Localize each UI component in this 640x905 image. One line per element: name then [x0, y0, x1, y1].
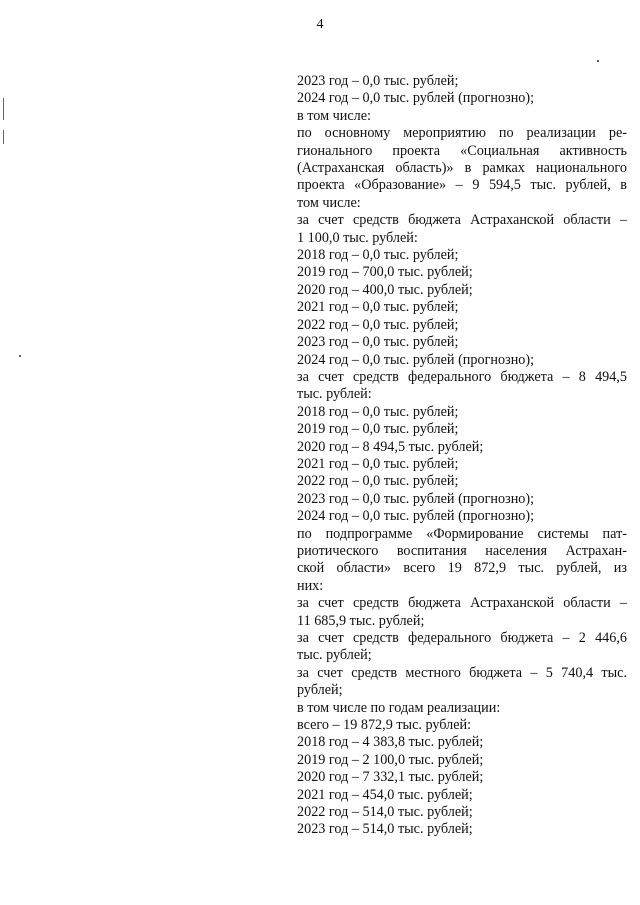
text-line: гионального проекта «Социальная активность — [297, 142, 627, 159]
text-line: 11 685,9 тыс. рублей; — [297, 612, 425, 629]
text-line: 2023 год – 0,0 тыс. рублей; — [297, 334, 459, 351]
text-line: них: — [297, 577, 324, 594]
text-line: всего – 19 872,9 тыс. рублей: — [297, 717, 472, 734]
text-line: за счет средств местного бюджета – 5 740,4 тыс. — [297, 664, 627, 681]
text-line: 2021 год – 0,0 тыс. рублей; — [297, 299, 459, 316]
text-line: 2018 год – 0,0 тыс. рублей; — [297, 247, 459, 264]
text-line: 2019 год – 2 100,0 тыс. рублей; — [297, 751, 484, 768]
text-line: риотического воспитания населения Астрахан- — [297, 542, 627, 559]
text-line: 2022 год – 514,0 тыс. рублей; — [297, 804, 473, 821]
text-line: 2018 год – 4 383,8 тыс. рублей; — [297, 734, 484, 751]
text-line: по подпрограмме «Формирование системы пат- — [297, 525, 627, 542]
text-line: 2024 год – 0,0 тыс. рублей (прогнозно); — [297, 351, 535, 368]
scan-mark — [19, 355, 21, 357]
text-line: 2023 год – 0,0 тыс. рублей (прогнозно); — [297, 490, 535, 507]
text-line: в том числе по годам реализации: — [297, 699, 501, 716]
text-line: 2020 год – 8 494,5 тыс. рублей; — [297, 438, 484, 455]
text-line: тыс. рублей; — [297, 647, 372, 664]
text-line: за счет средств федерального бюджета – 8 494,5 — [297, 368, 627, 385]
scan-mark — [597, 60, 599, 62]
text-line: 2023 год – 0,0 тыс. рублей; — [297, 73, 459, 89]
text-line: 2021 год – 0,0 тыс. рублей; — [297, 455, 459, 472]
text-line: 2020 год – 400,0 тыс. рублей; — [297, 281, 473, 298]
text-line: за счет средств бюджета Астраханской области – — [297, 595, 627, 612]
scan-mark — [3, 98, 4, 120]
text-line: по основному мероприятию по реализации ре- — [297, 125, 627, 142]
text-line: рублей; — [297, 682, 343, 699]
text-line: 2021 год – 454,0 тыс. рублей; — [297, 786, 473, 803]
text-line: тыс. рублей: — [297, 386, 372, 403]
text-line: за счет средств бюджета Астраханской области – — [297, 212, 627, 229]
text-line: 2020 год – 7 332,1 тыс. рублей; — [297, 769, 484, 786]
text-line: 2018 год – 0,0 тыс. рублей; — [297, 403, 459, 420]
page-number: 4 — [316, 17, 324, 32]
text-line: 2019 год – 0,0 тыс. рублей; — [297, 421, 459, 438]
text-line: за счет средств федерального бюджета – 2 446,6 — [297, 630, 627, 646]
text-line: (Астраханская область)» в рамках национального — [297, 160, 627, 177]
text-line: 2022 год – 0,0 тыс. рублей; — [297, 316, 459, 333]
text-line: 2023 год – 514,0 тыс. рублей; — [297, 821, 473, 838]
text-line: 2024 год – 0,0 тыс. рублей (прогнозно); — [297, 508, 535, 525]
text-line: 2022 год – 0,0 тыс. рублей; — [297, 473, 459, 490]
text-line: том числе: — [297, 194, 361, 211]
text-line: проекта «Образование» – 9 594,5 тыс. рублей, в — [297, 177, 627, 194]
text-line: 1 100,0 тыс. рублей: — [297, 229, 418, 246]
text-line: ской области» всего 19 872,9 тыс. рублей, из — [297, 560, 627, 577]
document-body — [297, 73, 627, 839]
text-line: в том числе: — [297, 107, 371, 124]
scan-mark — [3, 130, 4, 144]
text-line: 2024 год – 0,0 тыс. рублей (прогнозно); — [297, 90, 535, 107]
text-line: 2019 год – 700,0 тыс. рублей; — [297, 264, 473, 281]
